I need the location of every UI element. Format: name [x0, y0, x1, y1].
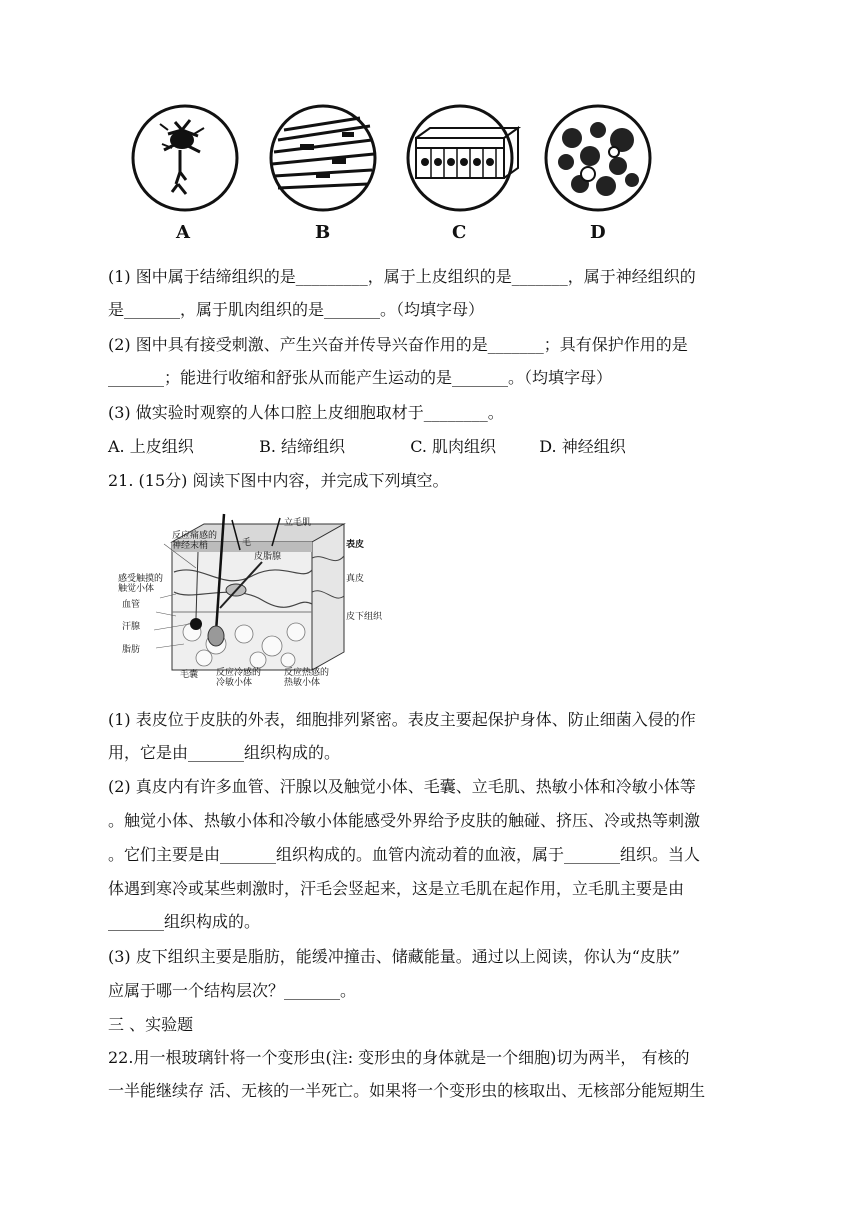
label-hair: 毛: [242, 538, 252, 548]
q20-options: [108, 436, 768, 458]
tissue-label-d: D: [590, 222, 606, 243]
label-blood-vessel: 血管: [122, 600, 141, 610]
q20-part1-line1: (1) 图中属于结缔组织的是_________，属于上皮组织的是_______，属于神经组织的: [108, 267, 696, 286]
q21-title: 21. (15分) 阅读下图中内容，并完成下列填空。: [108, 471, 449, 490]
q20-part3-line1: (3) 做实验时观察的人体口腔上皮细胞取材于________。: [108, 403, 504, 422]
q21-part1-line2: 用，它是由_______组织构成的。: [108, 743, 341, 762]
skin-diagram: [112, 512, 392, 692]
section3-title: 三 、实验题: [108, 1015, 194, 1034]
tissue-label-b: B: [315, 222, 331, 243]
q21-part3-line1: (3) 皮下组织主要是脂肪，能缓冲撞击、储藏能量。通过以上阅读，你认为“皮肤”: [108, 947, 681, 966]
q21-part2-line4: 体遇到寒冷或某些刺激时，汗毛会竖起来，这是立毛肌在起作用，立毛肌主要是由: [108, 879, 685, 898]
tissue-d-connective: [546, 106, 650, 210]
tissue-figure: [120, 100, 760, 250]
option-d: D. 神经组织: [539, 437, 626, 456]
label-dermis: 真皮: [346, 574, 365, 584]
label-sebaceous-gland: 皮脂腺: [254, 552, 282, 562]
q20-part2-line2: _______；能进行收缩和舒张从而能产生运动的是_______。（均填字母）: [108, 368, 613, 387]
tissue-label-a: A: [176, 222, 190, 243]
tissue-b-muscle: [271, 106, 375, 210]
q21-part2-line5: _______组织构成的。: [108, 912, 261, 931]
label-erector-muscle: 立毛肌: [284, 518, 312, 528]
q22-line1: 22.用一根玻璃针将一个变形虫(注: 变形虫的身体就是一个细胞)切为两半， 有核的: [108, 1048, 690, 1067]
q21-part3-line2: 应属于哪一个结构层次？_______。: [108, 981, 357, 1000]
label-sweat-gland: 汗腺: [122, 622, 141, 632]
label-epidermis: 表皮: [346, 540, 365, 550]
q20-part2-line1: (2) 图中具有接受刺激、产生兴奋并传导兴奋作用的是_______；具有保护作用的是: [108, 335, 688, 354]
label-touch-corpuscle: 感受触摸的 触觉小体: [118, 574, 164, 594]
label-subcutaneous: 皮下组织: [346, 612, 383, 622]
label-cold-corpuscle: 反应冷感的 冷敏小体: [216, 668, 262, 688]
tissue-c-epithelial: [408, 106, 518, 210]
q22-line2: 一半能继续存 活、无核的一半死亡。如果将一个变形虫的核取出、无核部分能短期生: [108, 1081, 706, 1100]
tissue-label-c: C: [452, 222, 467, 243]
label-fat: 脂肪: [122, 645, 141, 655]
q20-part1-line2: 是_______，属于肌肉组织的是_______。（均填字母）: [108, 300, 485, 319]
tissue-a-nerve: [133, 106, 237, 210]
option-b: B. 结缔组织: [259, 437, 346, 456]
q21-part2-line1: (2) 真皮内有许多血管、汗腺以及触觉小体、毛囊、立毛肌、热敏小体和冷敏小体等: [108, 777, 696, 796]
option-c: C. 肌肉组织: [410, 437, 497, 456]
option-a: A. 上皮组织: [108, 437, 194, 456]
label-heat-corpuscle: 反应热感的 热敏小体: [284, 668, 330, 688]
q21-part1-line1: (1) 表皮位于皮肤的外表，细胞排列紧密。表皮主要起保护身体、防止细菌入侵的作: [108, 710, 696, 729]
label-nerve-end: 反应痛感的 神经末梢: [172, 531, 218, 551]
label-hair-follicle: 毛囊: [180, 670, 199, 680]
q21-part2-line2: 。触觉小体、热敏小体和冷敏小体能感受外界给予皮肤的触碰、挤压、冷或热等刺激: [108, 811, 701, 830]
q21-part2-line3: 。它们主要是由_______组织构成的。血管内流动着的血液，属于_______组织。当人: [108, 845, 701, 864]
